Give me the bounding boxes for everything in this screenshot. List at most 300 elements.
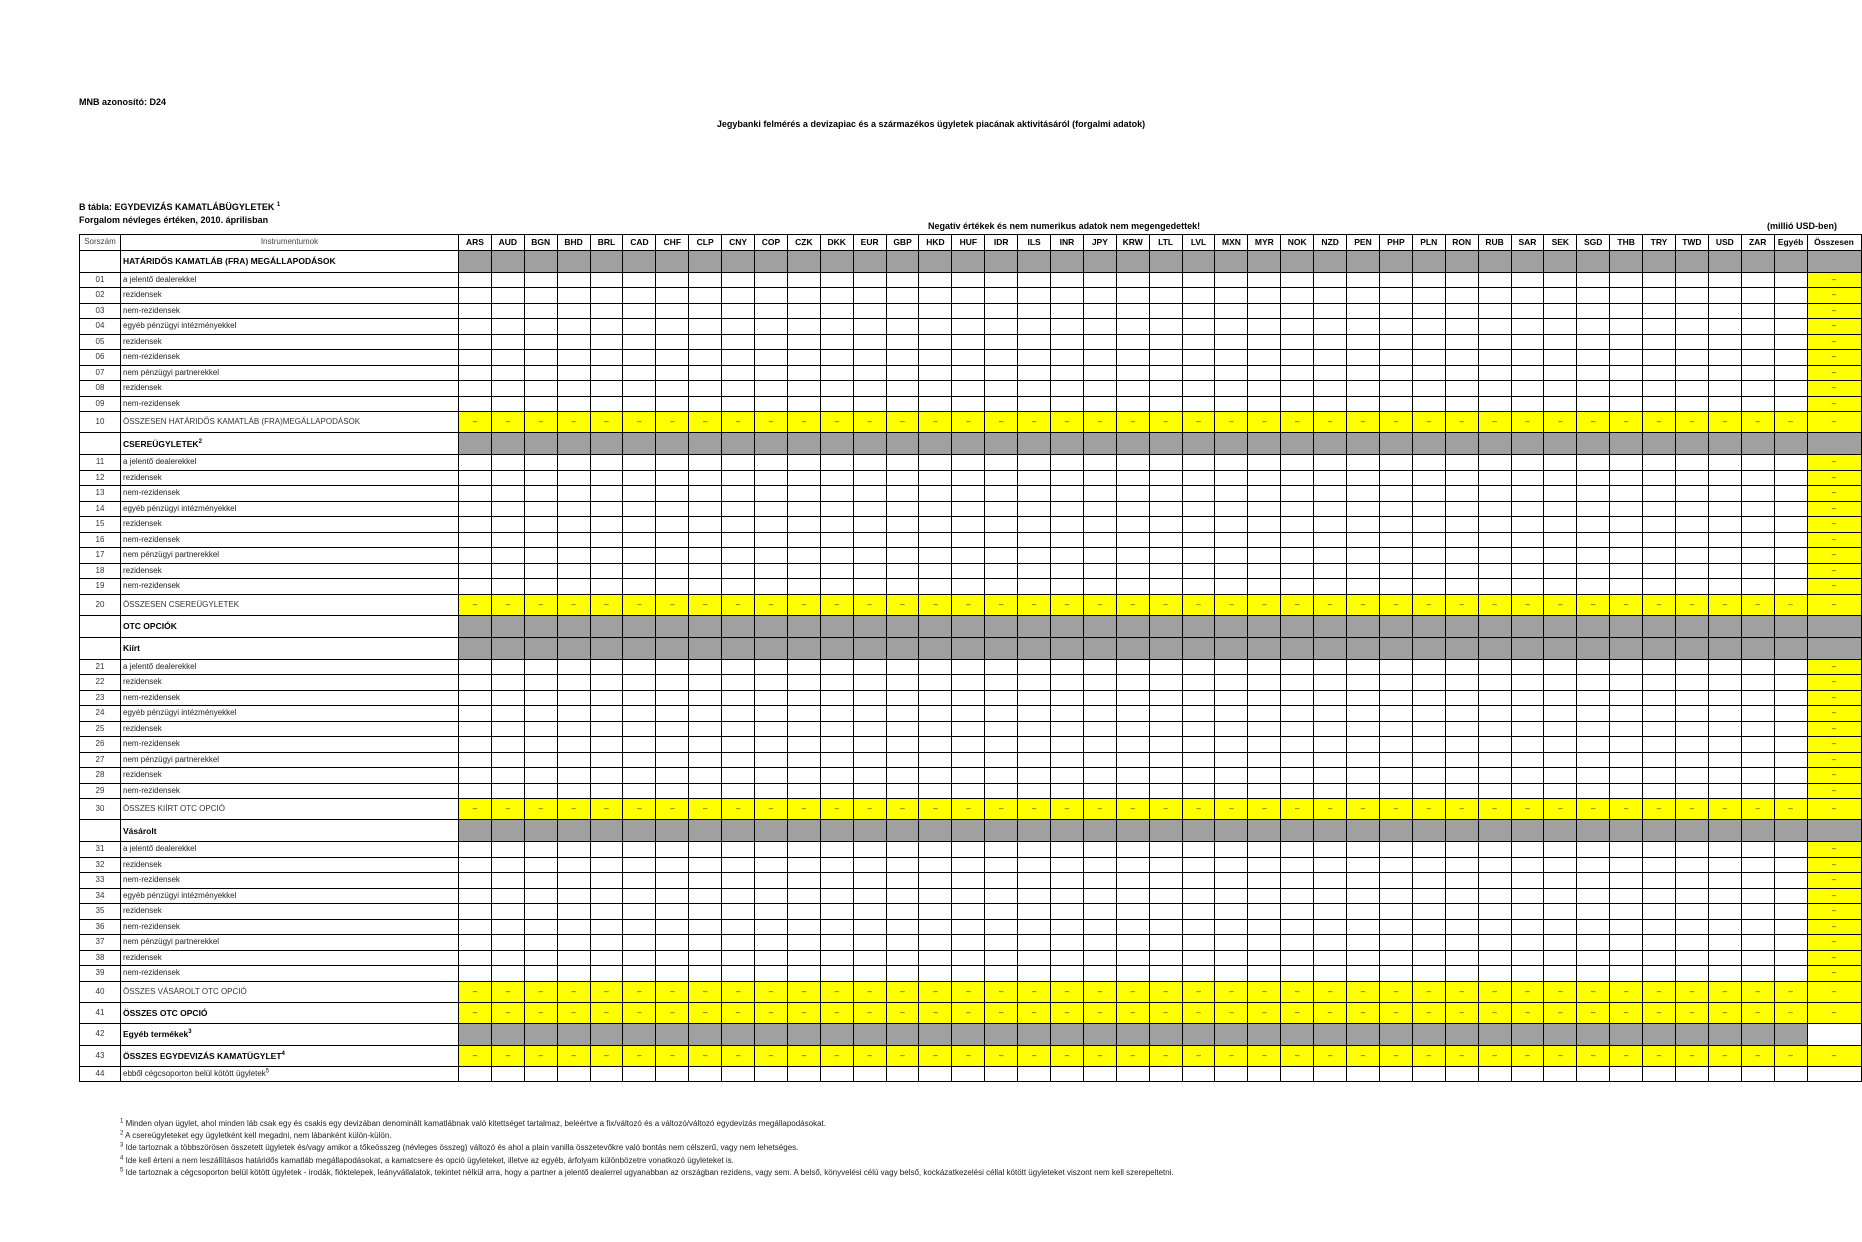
input-cell[interactable] (1281, 752, 1314, 768)
input-cell[interactable] (919, 1066, 952, 1082)
input-cell[interactable] (1347, 334, 1380, 350)
input-cell[interactable] (1741, 365, 1774, 381)
input-cell[interactable] (1182, 381, 1215, 397)
input-cell[interactable] (787, 768, 820, 784)
input-cell[interactable] (1708, 842, 1741, 858)
input-cell[interactable] (491, 517, 524, 533)
input-cell[interactable] (491, 783, 524, 799)
input-cell[interactable] (1675, 563, 1708, 579)
input-cell[interactable] (1018, 517, 1051, 533)
input-cell[interactable] (491, 659, 524, 675)
input-cell[interactable] (1149, 532, 1182, 548)
input-cell[interactable] (1675, 350, 1708, 366)
input-cell[interactable] (1379, 532, 1412, 548)
input-cell[interactable] (1708, 768, 1741, 784)
input-cell[interactable] (1741, 579, 1774, 595)
input-cell[interactable] (459, 548, 492, 564)
input-cell[interactable] (985, 904, 1018, 920)
input-cell[interactable] (722, 455, 755, 471)
input-cell[interactable] (1675, 272, 1708, 288)
input-cell[interactable] (590, 1066, 623, 1082)
input-cell[interactable] (1675, 904, 1708, 920)
input-cell[interactable] (1412, 706, 1445, 722)
input-cell[interactable] (1379, 966, 1412, 982)
input-cell[interactable] (1347, 706, 1380, 722)
input-cell[interactable] (1708, 659, 1741, 675)
input-cell[interactable] (1116, 873, 1149, 889)
input-cell[interactable] (1741, 768, 1774, 784)
input-cell[interactable] (1281, 721, 1314, 737)
input-cell[interactable] (952, 721, 985, 737)
input-cell[interactable] (1774, 563, 1807, 579)
input-cell[interactable] (722, 873, 755, 889)
input-cell[interactable] (722, 752, 755, 768)
input-cell[interactable] (1116, 783, 1149, 799)
input-cell[interactable] (1774, 303, 1807, 319)
input-cell[interactable] (1248, 365, 1281, 381)
input-cell[interactable] (820, 857, 853, 873)
input-cell[interactable] (1215, 783, 1248, 799)
input-cell[interactable] (1708, 470, 1741, 486)
input-cell[interactable] (1083, 486, 1116, 502)
input-cell[interactable] (1511, 675, 1544, 691)
input-cell[interactable] (1314, 288, 1347, 304)
input-cell[interactable] (1379, 288, 1412, 304)
input-cell[interactable] (722, 319, 755, 335)
input-cell[interactable] (1083, 470, 1116, 486)
input-cell[interactable] (1149, 904, 1182, 920)
input-cell[interactable] (524, 842, 557, 858)
input-cell[interactable] (1248, 381, 1281, 397)
input-cell[interactable] (1215, 752, 1248, 768)
input-cell[interactable] (689, 532, 722, 548)
input-cell[interactable] (1116, 455, 1149, 471)
input-cell[interactable] (755, 950, 788, 966)
input-cell[interactable] (689, 935, 722, 951)
input-cell[interactable] (1544, 783, 1577, 799)
input-cell[interactable] (1544, 904, 1577, 920)
input-cell[interactable] (1445, 690, 1478, 706)
input-cell[interactable] (689, 334, 722, 350)
input-cell[interactable] (1511, 455, 1544, 471)
input-cell[interactable] (1675, 319, 1708, 335)
input-cell[interactable] (459, 486, 492, 502)
input-cell[interactable] (1314, 752, 1347, 768)
input-cell[interactable] (755, 737, 788, 753)
input-cell[interactable] (459, 350, 492, 366)
input-cell[interactable] (1774, 486, 1807, 502)
input-cell[interactable] (787, 873, 820, 889)
input-cell[interactable] (1610, 873, 1643, 889)
input-cell[interactable] (919, 579, 952, 595)
input-cell[interactable] (1281, 919, 1314, 935)
input-cell[interactable] (689, 904, 722, 920)
input-cell[interactable] (1149, 517, 1182, 533)
input-cell[interactable] (623, 904, 656, 920)
input-cell[interactable] (985, 966, 1018, 982)
input-cell[interactable] (722, 303, 755, 319)
input-cell[interactable] (952, 842, 985, 858)
input-cell[interactable] (952, 857, 985, 873)
input-cell[interactable] (787, 690, 820, 706)
input-cell[interactable] (1774, 935, 1807, 951)
input-cell[interactable] (1445, 783, 1478, 799)
input-cell[interactable] (1643, 319, 1676, 335)
input-cell[interactable] (1314, 548, 1347, 564)
input-cell[interactable] (590, 752, 623, 768)
input-cell[interactable] (1675, 548, 1708, 564)
input-cell[interactable] (1083, 1066, 1116, 1082)
input-cell[interactable] (1182, 470, 1215, 486)
input-cell[interactable] (1051, 486, 1084, 502)
input-cell[interactable] (952, 873, 985, 889)
input-cell[interactable] (1577, 455, 1610, 471)
input-cell[interactable] (1347, 350, 1380, 366)
input-cell[interactable] (820, 288, 853, 304)
input-cell[interactable] (1478, 548, 1511, 564)
input-cell[interactable] (853, 455, 886, 471)
input-cell[interactable] (919, 470, 952, 486)
input-cell[interactable] (1149, 721, 1182, 737)
input-cell[interactable] (1643, 334, 1676, 350)
input-cell[interactable] (985, 396, 1018, 412)
input-cell[interactable] (459, 675, 492, 691)
input-cell[interactable] (1610, 706, 1643, 722)
input-cell[interactable] (459, 966, 492, 982)
input-cell[interactable] (524, 888, 557, 904)
input-cell[interactable] (689, 548, 722, 564)
input-cell[interactable] (1675, 842, 1708, 858)
input-cell[interactable] (1511, 919, 1544, 935)
input-cell[interactable] (820, 966, 853, 982)
input-cell[interactable] (1643, 365, 1676, 381)
input-cell[interactable] (1347, 319, 1380, 335)
input-cell[interactable] (1116, 532, 1149, 548)
input-cell[interactable] (1149, 919, 1182, 935)
input-cell[interactable] (1675, 935, 1708, 951)
input-cell[interactable] (1083, 579, 1116, 595)
input-cell[interactable] (787, 563, 820, 579)
input-cell[interactable] (1675, 455, 1708, 471)
input-cell[interactable] (1149, 501, 1182, 517)
input-cell[interactable] (689, 470, 722, 486)
input-cell[interactable] (1314, 517, 1347, 533)
input-cell[interactable] (1610, 455, 1643, 471)
input-cell[interactable] (1051, 888, 1084, 904)
input-cell[interactable] (1478, 455, 1511, 471)
input-cell[interactable] (491, 706, 524, 722)
input-cell[interactable] (1347, 303, 1380, 319)
input-cell[interactable] (1741, 966, 1774, 982)
input-cell[interactable] (491, 935, 524, 951)
input-cell[interactable] (1018, 737, 1051, 753)
input-cell[interactable] (656, 690, 689, 706)
input-cell[interactable] (1511, 517, 1544, 533)
input-cell[interactable] (1018, 532, 1051, 548)
input-cell[interactable] (853, 919, 886, 935)
input-cell[interactable] (557, 319, 590, 335)
input-cell[interactable] (1610, 737, 1643, 753)
input-cell[interactable] (1610, 486, 1643, 502)
input-cell[interactable] (1116, 579, 1149, 595)
input-cell[interactable] (459, 737, 492, 753)
input-cell[interactable] (557, 365, 590, 381)
input-cell[interactable] (1675, 470, 1708, 486)
input-cell[interactable] (722, 783, 755, 799)
input-cell[interactable] (1051, 396, 1084, 412)
input-cell[interactable] (722, 272, 755, 288)
input-cell[interactable] (590, 303, 623, 319)
input-cell[interactable] (557, 486, 590, 502)
input-cell[interactable] (1544, 470, 1577, 486)
input-cell[interactable] (1379, 783, 1412, 799)
input-cell[interactable] (1610, 690, 1643, 706)
input-cell[interactable] (623, 659, 656, 675)
input-cell[interactable] (1379, 365, 1412, 381)
input-cell[interactable] (491, 966, 524, 982)
input-cell[interactable] (459, 919, 492, 935)
input-cell[interactable] (919, 768, 952, 784)
input-cell[interactable] (1116, 659, 1149, 675)
input-cell[interactable] (722, 1066, 755, 1082)
input-cell[interactable] (459, 288, 492, 304)
input-cell[interactable] (1610, 501, 1643, 517)
input-cell[interactable] (590, 783, 623, 799)
input-cell[interactable] (623, 783, 656, 799)
input-cell[interactable] (1511, 950, 1544, 966)
input-cell[interactable] (1215, 517, 1248, 533)
input-cell[interactable] (1675, 721, 1708, 737)
input-cell[interactable] (985, 548, 1018, 564)
input-cell[interactable] (985, 721, 1018, 737)
input-cell[interactable] (1445, 904, 1478, 920)
input-cell[interactable] (1281, 706, 1314, 722)
input-cell[interactable] (1610, 659, 1643, 675)
input-cell[interactable] (1182, 548, 1215, 564)
input-cell[interactable] (623, 706, 656, 722)
input-cell[interactable] (853, 470, 886, 486)
input-cell[interactable] (853, 966, 886, 982)
input-cell[interactable] (919, 966, 952, 982)
input-cell[interactable] (886, 904, 919, 920)
input-cell[interactable] (459, 768, 492, 784)
input-cell[interactable] (755, 272, 788, 288)
input-cell[interactable] (820, 904, 853, 920)
input-cell[interactable] (1544, 303, 1577, 319)
input-cell[interactable] (787, 752, 820, 768)
input-cell[interactable] (1544, 752, 1577, 768)
input-cell[interactable] (689, 737, 722, 753)
input-cell[interactable] (491, 470, 524, 486)
input-cell[interactable] (1741, 381, 1774, 397)
input-cell[interactable] (1741, 396, 1774, 412)
input-cell[interactable] (1182, 365, 1215, 381)
input-cell[interactable] (1412, 675, 1445, 691)
input-cell[interactable] (1774, 721, 1807, 737)
input-cell[interactable] (853, 752, 886, 768)
input-cell[interactable] (787, 303, 820, 319)
input-cell[interactable] (1610, 752, 1643, 768)
input-cell[interactable] (1379, 842, 1412, 858)
input-cell[interactable] (1478, 842, 1511, 858)
input-cell[interactable] (1248, 873, 1281, 889)
input-cell[interactable] (1182, 288, 1215, 304)
input-cell[interactable] (722, 579, 755, 595)
input-cell[interactable] (1116, 950, 1149, 966)
input-cell[interactable] (1412, 272, 1445, 288)
input-cell[interactable] (1379, 470, 1412, 486)
input-cell[interactable] (623, 873, 656, 889)
input-cell[interactable] (1248, 752, 1281, 768)
input-cell[interactable] (1412, 659, 1445, 675)
input-cell[interactable] (1248, 935, 1281, 951)
input-cell[interactable] (1116, 919, 1149, 935)
input-cell[interactable] (952, 532, 985, 548)
input-cell[interactable] (1544, 659, 1577, 675)
input-cell[interactable] (952, 935, 985, 951)
input-cell[interactable] (919, 675, 952, 691)
input-cell[interactable] (491, 365, 524, 381)
input-cell[interactable] (1083, 288, 1116, 304)
input-cell[interactable] (524, 563, 557, 579)
input-cell[interactable] (1215, 486, 1248, 502)
input-cell[interactable] (919, 563, 952, 579)
input-cell[interactable] (722, 486, 755, 502)
input-cell[interactable] (1149, 675, 1182, 691)
input-cell[interactable] (1478, 966, 1511, 982)
input-cell[interactable] (1412, 888, 1445, 904)
input-cell[interactable] (689, 857, 722, 873)
input-cell[interactable] (1412, 501, 1445, 517)
input-cell[interactable] (1511, 288, 1544, 304)
input-cell[interactable] (524, 350, 557, 366)
input-cell[interactable] (1215, 319, 1248, 335)
input-cell[interactable] (590, 857, 623, 873)
input-cell[interactable] (1412, 935, 1445, 951)
input-cell[interactable] (1281, 303, 1314, 319)
input-cell[interactable] (1083, 455, 1116, 471)
input-cell[interactable] (1347, 396, 1380, 412)
input-cell[interactable] (656, 470, 689, 486)
input-cell[interactable] (1347, 470, 1380, 486)
input-cell[interactable] (459, 873, 492, 889)
input-cell[interactable] (1182, 396, 1215, 412)
input-cell[interactable] (491, 919, 524, 935)
input-cell[interactable] (985, 919, 1018, 935)
input-cell[interactable] (524, 966, 557, 982)
input-cell[interactable] (1412, 486, 1445, 502)
input-cell[interactable] (524, 548, 557, 564)
input-cell[interactable] (1215, 966, 1248, 982)
input-cell[interactable] (1116, 548, 1149, 564)
input-cell[interactable] (1511, 303, 1544, 319)
input-cell[interactable] (459, 950, 492, 966)
input-cell[interactable] (1643, 966, 1676, 982)
input-cell[interactable] (1215, 935, 1248, 951)
input-cell[interactable] (1018, 272, 1051, 288)
input-cell[interactable] (985, 737, 1018, 753)
input-cell[interactable] (1116, 288, 1149, 304)
input-cell[interactable] (1610, 857, 1643, 873)
input-cell[interactable] (1741, 455, 1774, 471)
input-cell[interactable] (1643, 919, 1676, 935)
input-cell[interactable] (1643, 517, 1676, 533)
input-cell[interactable] (1182, 501, 1215, 517)
input-cell[interactable] (1577, 548, 1610, 564)
input-cell[interactable] (1182, 935, 1215, 951)
input-cell[interactable] (623, 365, 656, 381)
input-cell[interactable] (952, 381, 985, 397)
input-cell[interactable] (1445, 548, 1478, 564)
input-cell[interactable] (1445, 675, 1478, 691)
input-cell[interactable] (1215, 690, 1248, 706)
input-cell[interactable] (820, 486, 853, 502)
input-cell[interactable] (689, 783, 722, 799)
input-cell[interactable] (524, 737, 557, 753)
input-cell[interactable] (557, 470, 590, 486)
input-cell[interactable] (919, 455, 952, 471)
input-cell[interactable] (1445, 563, 1478, 579)
input-cell[interactable] (656, 517, 689, 533)
input-cell[interactable] (557, 752, 590, 768)
input-cell[interactable] (1215, 501, 1248, 517)
input-cell[interactable] (952, 706, 985, 722)
input-cell[interactable] (689, 721, 722, 737)
input-cell[interactable] (1708, 288, 1741, 304)
input-cell[interactable] (722, 857, 755, 873)
input-cell[interactable] (1018, 857, 1051, 873)
input-cell[interactable] (1051, 966, 1084, 982)
input-cell[interactable] (623, 381, 656, 397)
input-cell[interactable] (1643, 272, 1676, 288)
input-cell[interactable] (886, 548, 919, 564)
input-cell[interactable] (1215, 842, 1248, 858)
input-cell[interactable] (1149, 752, 1182, 768)
input-cell[interactable] (1051, 334, 1084, 350)
input-cell[interactable] (1478, 721, 1511, 737)
input-cell[interactable] (524, 935, 557, 951)
input-cell[interactable] (1314, 1066, 1347, 1082)
input-cell[interactable] (1314, 659, 1347, 675)
input-cell[interactable] (1215, 706, 1248, 722)
input-cell[interactable] (1083, 888, 1116, 904)
input-cell[interactable] (1379, 768, 1412, 784)
input-cell[interactable] (1544, 579, 1577, 595)
input-cell[interactable] (1445, 950, 1478, 966)
input-cell[interactable] (524, 690, 557, 706)
input-cell[interactable] (919, 334, 952, 350)
input-cell[interactable] (755, 334, 788, 350)
input-cell[interactable] (491, 381, 524, 397)
input-cell[interactable] (656, 842, 689, 858)
input-cell[interactable] (1675, 659, 1708, 675)
input-cell[interactable] (623, 470, 656, 486)
input-cell[interactable] (689, 272, 722, 288)
input-cell[interactable] (952, 334, 985, 350)
input-cell[interactable] (1083, 517, 1116, 533)
input-cell[interactable] (787, 501, 820, 517)
input-cell[interactable] (755, 532, 788, 548)
input-cell[interactable] (1610, 935, 1643, 951)
input-cell[interactable] (1544, 721, 1577, 737)
input-cell[interactable] (1347, 532, 1380, 548)
input-cell[interactable] (1149, 288, 1182, 304)
input-cell[interactable] (656, 737, 689, 753)
input-cell[interactable] (1610, 1066, 1643, 1082)
input-cell[interactable] (1314, 842, 1347, 858)
input-cell[interactable] (1116, 966, 1149, 982)
input-cell[interactable] (1051, 659, 1084, 675)
